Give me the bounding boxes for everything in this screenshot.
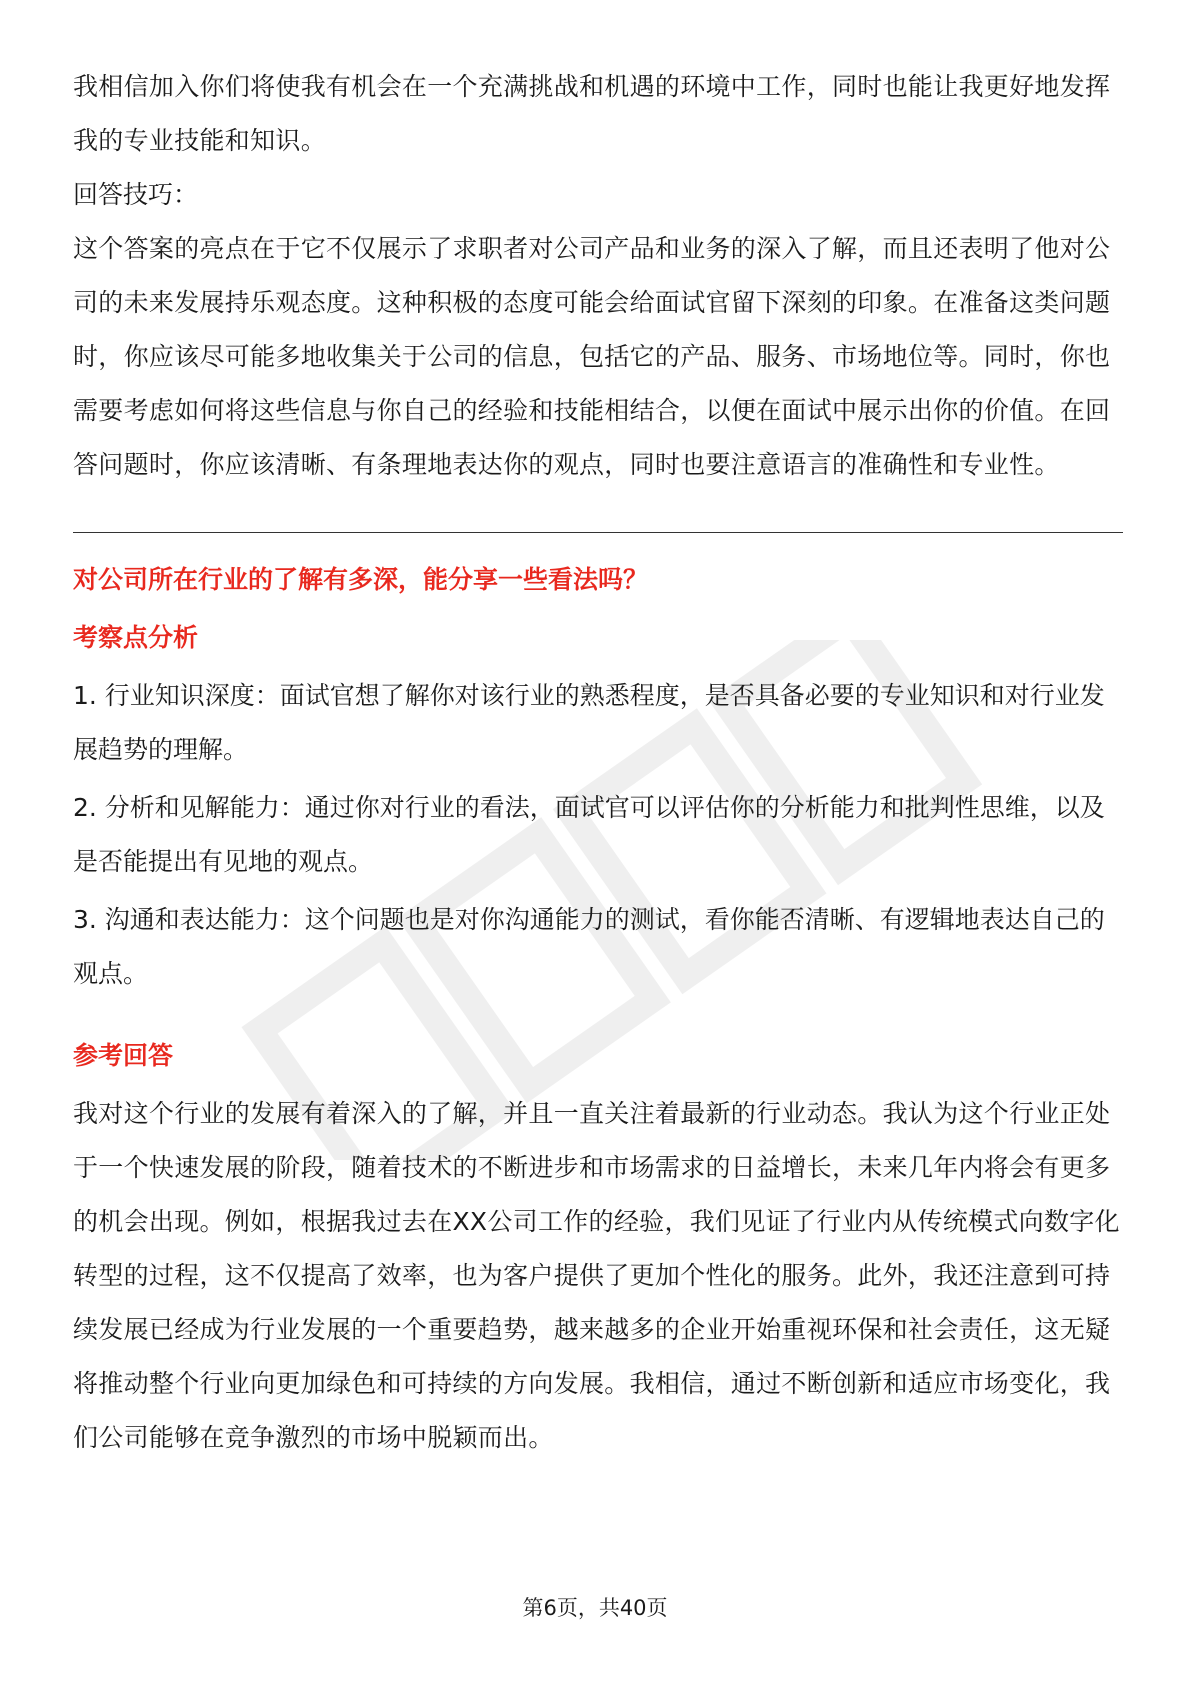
analysis-heading: 考察点分析	[73, 623, 199, 652]
document-page	[73, 60, 1123, 1465]
analysis-item: 2. 分析和见解能力：通过你对行业的看法，面试官可以评估你的分析能力和批判性思维，以及是否能提出有见地的观点。	[73, 793, 1105, 876]
tips-paragraph: 这个答案的亮点在于它不仅展示了求职者对公司产品和业务的深入了解，而且还表明了他对公司的未来发展持乐观态度。这种积极的态度可能会给面试官留下深刻的印象。在准备这类问题时，你应该尽可能多地收集关于公司的信息，包括它的产品、服务、市场地位等。同时，你也需要考虑如何将这些信息与你自己的经验和技能相结合，以便在面试中展示出你的价值。在回答问题时，你应该清晰、有条理地表达你的观点，同时也要注意语言的准确性和专业性。	[73, 234, 1111, 479]
reference-paragraph: 我对这个行业的发展有着深入的了解，并且一直关注着最新的行业动态。我认为这个行业正处于一个快速发展的阶段，随着技术的不断进步和市场需求的日益增长，未来几年内将会有更多的机会出现。例如，根据我过去在XX公司工作的经验，我们见证了行业内从传统模式向数字化转型的过程，这不仅提高了效率，也为客户提供了更加个性化的服务。此外，我还注意到可持续发展已经成为行业发展的一个重要趋势，越来越多的企业开始重视环保和社会责任，这无疑将推动整个行业向更加绿色和可持续的方向发展。我相信，通过不断创新和适应市场变化，我们公司能够在竞争激烈的市场中脱颖而出。	[73, 1099, 1120, 1452]
reference-heading: 参考回答	[73, 1041, 174, 1070]
question-title: 对公司所在行业的了解有多深，能分享一些看法吗？	[73, 565, 649, 594]
intro-paragraph: 我相信加入你们将使我有机会在一个充满挑战和机遇的环境中工作，同时也能让我更好地发挥我的专业技能和知识。	[73, 72, 1111, 155]
analysis-item: 1. 行业知识深度：面试官想了解你对该行业的熟悉程度，是否具备必要的专业知识和对行业发展趋势的理解。	[73, 681, 1105, 764]
page-number: 第6页，共40页	[522, 1596, 668, 1620]
tips-label: 回答技巧：	[73, 180, 199, 209]
analysis-item: 3. 沟通和表达能力：这个问题也是对你沟通能力的测试，看你能否清晰、有逻辑地表达自己的观点。	[73, 905, 1105, 988]
section-divider	[73, 532, 1123, 533]
